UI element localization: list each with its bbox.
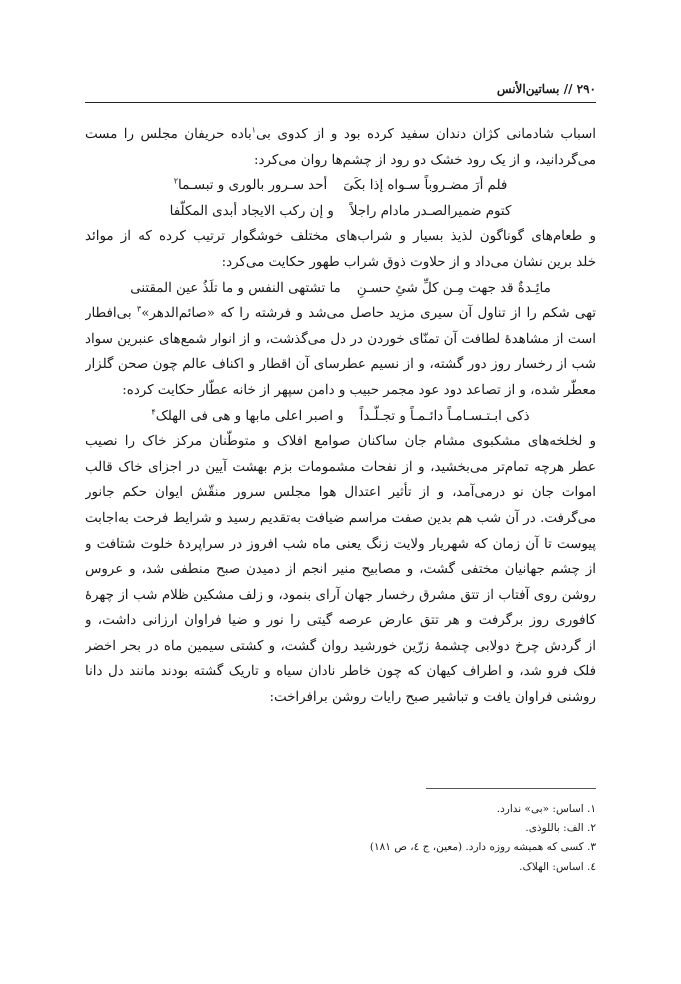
hemistich-first: فلم أرَ مضـروباً سـواه إذا بکَیَ (343, 178, 508, 194)
footnote: ٤. اساس: الهلاک. (519, 860, 596, 873)
text-line: از چشم جهانیان مختفی گشت، و مصابیح منیر انجم از دمیدن صبح منطفی شد، و عروس (85, 562, 596, 578)
hemistich-second: أحد سـرور بالوری و تبسـما$^۲$ (173, 176, 328, 194)
footnote: ۲. الف: باللوذی. (525, 822, 596, 835)
hemistich-first: ذکی ابـتـسـامـاً دائـمـاً و تجـلّـداً (359, 408, 530, 424)
book-title: بساتین‌الأنس (496, 82, 560, 96)
running-head (497, 82, 596, 96)
footnote-divider (426, 788, 596, 789)
hemistich-first: کتوم ضمیرالصـدر مادام راجلاً (349, 203, 512, 219)
footnote-mark: ۲ (173, 176, 179, 186)
verse-line (85, 199, 596, 225)
text-line: معطّر شده، و از تصاعد دود عود مجمر حبیب و دامن سپهر از خانه عطّار حکایت کرده: (122, 382, 596, 398)
text-line: خلد برین نشان می‌داد و از حلاوت ذوق شراب طهور حکایت می‌کرد: (221, 254, 596, 270)
body-text (85, 122, 596, 711)
text-line: تهی شکم را از تناول آن سیری مزید حاصل می‌شد و فرشته را که «صائم‌الدهر»$^۳$ بی‌افطار (85, 304, 596, 322)
text-line: پیوست تا آن زمان که شهریار ولایت زنگ یعنی ماه شب افروز در سراپردهٔ خلوت شتافت و (85, 536, 596, 552)
text-line: اموات جان نو درمی‌آمد، و از تأثیر اعتدال هوا مجلس سرور منقّش ایوان حکم جانور (85, 485, 596, 501)
footnote: ۳. کسی که همیشه روزه دارد. (معین، ج ٤، ص ۱۸۱) (369, 841, 596, 854)
hemistich-first: مائِـدةٌ قد جهت مِـن کلِّ شئِ حسـنِ (356, 280, 551, 296)
verse-line (85, 173, 596, 199)
text-line: روشنی فراوان یافت و تباشیر صبح رایات روشن برافراخت: (269, 690, 596, 706)
page-header (85, 82, 596, 103)
footnote-mark: ۳ (136, 304, 142, 314)
hemistich-second: و اصبر اعلی مابها و هی فی الهلک$^۴$ (151, 407, 344, 424)
hemistich-second: ما تشتهی النفس و ما تلَذُ عین المقتنی (130, 280, 341, 296)
text-line: عطر هرچه تمام‌تر می‌بخشید، و از نفحات مشمومات بزم بهشت آیین در اجزای خاک قالب (85, 459, 596, 475)
verse-line (85, 404, 596, 430)
verse-line (85, 276, 596, 302)
text-line: می‌گرفت. در آن شب هم بدین صفت مراسم ضیافت به‌تقدیم رسید و شرایط فرحت به‌اجابت (85, 510, 596, 526)
text-line: فلک فرو شد، و اطراف کیهان که چون خاطر نادان سیاه و تاریک گشته بودند مانند دل دانا (85, 664, 596, 680)
page-number: ۲۹۰ (576, 82, 596, 96)
footnote-mark: ۴ (151, 407, 156, 417)
text-line: است از مشاهدهٔ لطافت آن تمنّای خوردن در دل می‌گذشت، و از انوار شمع‌های عنبرین سواد (85, 331, 596, 347)
footnote: ۱. اساس: «بی» ندارد. (496, 803, 596, 815)
text-line: و طعام‌های گوناگون لذیذ بسیار و شراب‌های مختلف خوشگوار ترتیب کرده که از موائد (85, 229, 596, 245)
text-line: کافوری روز برگرفت و هر تتق عارض عرصه گیتی را نور و ضیا فراوان ارزانی داشت، و (85, 613, 596, 629)
header-separator: // (563, 82, 573, 96)
footnotes (85, 800, 596, 877)
text-line: می‌گردانید، و از یک رود خشک دو رود از چشم‌ها روان می‌کرد: (253, 152, 596, 168)
text-line: از گردش چرخ دولابی چشمهٔ زرّین خورشید روان گشت، و کشتی سیمین ماه در بحر اخضر (85, 638, 596, 654)
hemistich-second: و إن رکب الایجاد أبدی المکلّفا (169, 203, 334, 219)
text-line: و لخلخه‌های مشکبوی مشام جان ساکنان صوامع افلاک و متوطّنان مرکز خاک را نصیب (85, 434, 596, 450)
footnote-mark: ۱ (251, 125, 256, 135)
text-line: اسباب شادمانی کژان دندان سفید کرده بود و از کدوی بی$^۱$باده حریفان مجلس را مست (85, 125, 596, 142)
text-line: روشن روی آفتاب از تتق مشرق رخسار جهان آرای بنمود، و زلف مشکین ظلام شب از چهرهٔ (85, 587, 596, 603)
text-line: شب از رخسار روز دور گشته، و از نسیم عطرسای آن اقطار و اکناف عالم چون صحن گلزار (85, 357, 596, 373)
